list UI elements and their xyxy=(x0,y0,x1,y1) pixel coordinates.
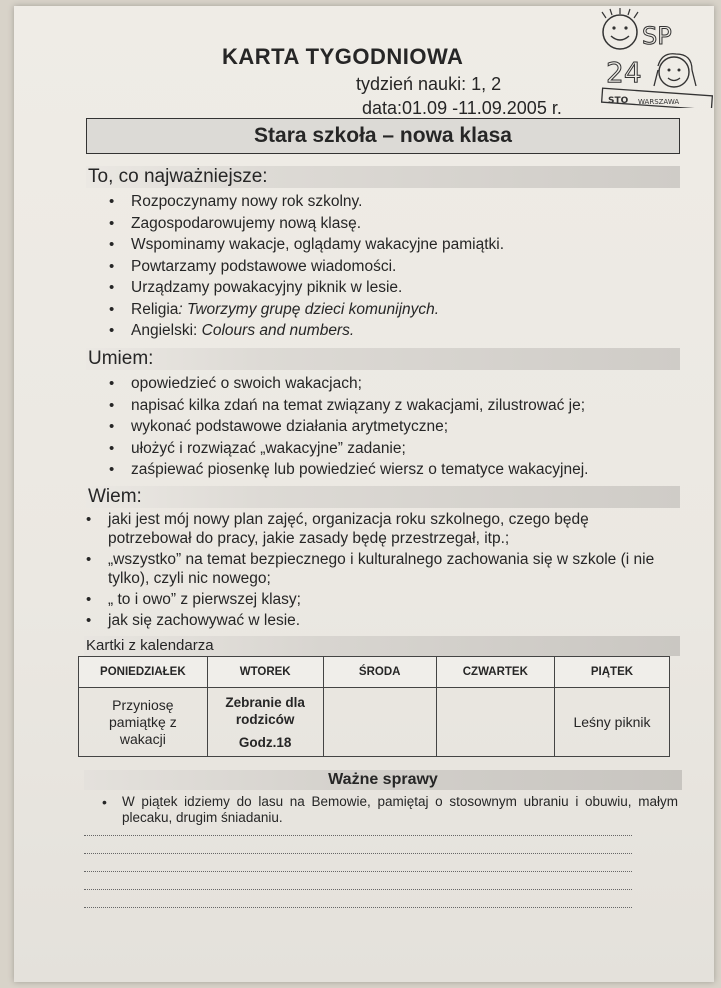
logo-sp-text: SP xyxy=(642,22,672,50)
tuesday-cell xyxy=(207,688,323,757)
day-header: PONIEDZIAŁEK xyxy=(79,657,208,688)
smiley-face xyxy=(603,15,637,49)
list-item: • jak się zachowywać w lesie. xyxy=(108,611,668,630)
calendar-row xyxy=(79,688,670,757)
list-item: • opowiedzieć o swoich wakacjach; xyxy=(131,373,588,395)
important-header xyxy=(84,770,682,790)
list-item: • Wspominamy wakacje, oglądamy wakacyjne pamiątki. xyxy=(131,234,504,256)
theme-banner xyxy=(86,118,680,154)
school-logo xyxy=(598,8,714,108)
monday-line: wakacji xyxy=(119,730,166,747)
wiem-list xyxy=(108,510,668,632)
day-header: CZWARTEK xyxy=(436,657,554,688)
tuesday-line: rodziców xyxy=(235,711,295,727)
religion-text: : Tworzymy grupę dzieci komunijnych. xyxy=(178,300,440,318)
calendar-header-row xyxy=(79,657,670,688)
logo-city-text: WARSZAWA xyxy=(638,98,680,106)
weekly-card-sheet xyxy=(14,6,714,982)
section-umiem-header xyxy=(86,348,680,370)
day-header: WTOREK xyxy=(207,657,323,688)
section-wiem-title: Wiem: xyxy=(88,486,142,507)
logo-sto-text: STO xyxy=(608,96,629,106)
card-title: KARTA TYGODNIOWA xyxy=(222,44,464,69)
dotted-line xyxy=(84,906,632,908)
thursday-cell xyxy=(436,688,554,757)
wednesday-cell xyxy=(323,688,436,757)
dotted-line xyxy=(84,870,632,872)
important-bullet: • xyxy=(102,794,107,810)
list-item-english xyxy=(131,320,504,342)
section-umiem-title: Umiem: xyxy=(88,348,154,369)
theme-title: Stara szkoła – nowa klasa xyxy=(254,124,512,147)
list-item: • ułożyć i rozwiązać „wakacyjne” zadanie; xyxy=(131,438,588,460)
calendar-table xyxy=(78,656,670,757)
list-item: • jaki jest mój nowy plan zajęć, organizacja roku szkolnego, czego będę potrzebował do pracy, jakie zasady będę przestrzegał, itp.; xyxy=(108,510,668,548)
list-item: • Zagospodarowujemy nową klasę. xyxy=(131,213,504,235)
list-item-religion xyxy=(131,299,504,321)
section-main-title: To, co najważniejsze: xyxy=(88,166,268,187)
monday-cell xyxy=(79,688,208,757)
girl-face xyxy=(659,57,689,87)
monday-line: Przyniosę xyxy=(112,696,174,713)
list-item: • „ to i owo” z pierwszej klasy; xyxy=(108,590,668,609)
list-item: • „wszystko” na temat bezpiecznego i kulturalnego zachowania się w szkole (i nie tylko), czyli nic nowego; xyxy=(108,550,668,588)
date-range: data:01.09 -11.09.2005 r. xyxy=(362,98,562,118)
dotted-line xyxy=(84,852,632,854)
main-list xyxy=(131,191,504,342)
monday-line: pamiątkę z xyxy=(109,713,177,730)
section-main-header xyxy=(86,166,680,188)
list-item: • napisać kilka zdań na temat związany z wakacjami, zilustrować je; xyxy=(131,395,588,417)
section-wiem-header xyxy=(86,486,680,508)
list-item: • Rozpoczynamy nowy rok szkolny. xyxy=(131,191,504,213)
list-item: • Urządzamy powakacyjny piknik w lesie. xyxy=(131,277,504,299)
umiem-list xyxy=(131,373,588,481)
dotted-line xyxy=(84,888,632,890)
day-header: ŚRODA xyxy=(323,657,436,688)
calendar-header xyxy=(84,636,680,656)
tuesday-line: Godz.18 xyxy=(238,734,292,750)
day-header: PIĄTEK xyxy=(554,657,669,688)
list-item: • zaśpiewać piosenkę lub powiedzieć wiersz o tematyce wakacyjnej. xyxy=(131,459,588,481)
logo-number-text: 24 xyxy=(606,56,642,89)
calendar-title: Kartki z kalendarza xyxy=(86,637,214,654)
list-item: • wykonać podstawowe działania arytmetyczne; xyxy=(131,416,588,438)
english-text: Colours and numbers. xyxy=(201,322,355,339)
dotted-line xyxy=(84,834,632,836)
tuesday-line: Zebranie dla xyxy=(225,694,305,710)
list-item: • Powtarzamy podstawowe wiadomości. xyxy=(131,256,504,278)
friday-cell: Leśny piknik xyxy=(554,688,669,757)
week-number: tydzień nauki: 1, 2 xyxy=(356,74,502,94)
religion-label: Religia xyxy=(131,300,179,318)
important-title: Ważne sprawy xyxy=(328,771,438,788)
important-note: W piątek idziemy do lasu na Bemowie, pamiętaj o stosownym ubraniu i obuwiu, małym plecaku, drugim śniadaniu. xyxy=(122,794,678,825)
english-label: Angielski: xyxy=(131,322,202,339)
